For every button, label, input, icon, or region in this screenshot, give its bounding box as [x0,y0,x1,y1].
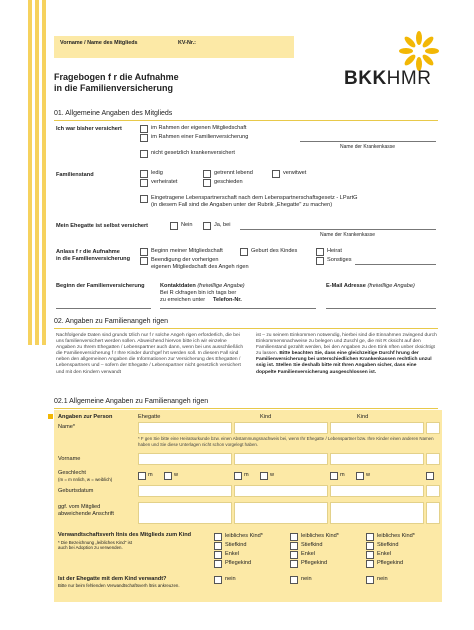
reason-membership-checkbox[interactable] [140,248,148,256]
related-no-label: nein [377,576,388,582]
spouse-address-field[interactable] [138,502,232,524]
divider [54,120,438,121]
insured-none-checkbox[interactable] [140,150,148,158]
related-no-label: nein [301,576,312,582]
row-gender-label: Geschlecht [58,470,86,476]
row-relation-label: Verwandtschaftsverh ltnis des Mitglieds zum Kind [58,532,192,538]
rel-step-label: Stiefkind [301,542,323,548]
section-02-text-left: Nachfolgende Daten sind grunds tzlich nur f r solche Angeh rigen erforderlich, die bei uns familienversichert werden sollen. Abweichend hiervon bitte ich wir einzelne Angaben zu Ihrem Ehegatten / Lebenspartner auch dann, wenn bei uns ausschließlich die Familienversicherung f r Ihre Kinder durchgef hrt werden soll. In diesem Fall sind neben den allgemeinen Angaben die Informationen zur Versicherung des Ehegatten / Lebenspartners und – sofern der Ehegatte / Lebenspartner nicht gesetzlich versichert und mit den Kindern verwandt [56,333,244,375]
decorative-stripe [28,0,32,345]
rel-grandchild-label: Enkel [301,551,315,557]
child1-birthdate-field[interactable] [234,485,328,497]
section-02-text-right-bold: Bitte beachten Sie, dass eine gleichzeitige Durchf hrung der Familienversicherung bei unterschiedlichen Krankenkassen rechtlich unzul ssig ist. Stellen Sie deshalb bitte mit Ihren Angaben sicher, dass eine doppelte Familienversicherung ausgeschlossen ist. [256,351,432,375]
section-02-text-right-plain: ist – zu seinem Einkommen notwendig, hierbei sind die Einnahmen zwingend durch Einkommensnachweise zu belegen und Zuschl ge, die mit R cksicht auf den Familienstand gezahlt werden, bei den Angaben zu den Eink nften unber cksichtigt zu lassen. [256,333,437,357]
divider [54,408,438,409]
reason-label-line2: in die Familienversicherung [56,256,130,262]
gender-m-label: m [244,472,249,478]
row-gender-sub: (m = m nnlich, w = weiblich) [58,477,113,482]
child1-gender-w-checkbox[interactable] [260,472,268,480]
gender-m-label: m [148,472,153,478]
email-block [326,283,415,289]
section-02-heading: 02. Angaben zu Familienangeh rigen [54,318,169,325]
row-name-label: Name* [58,424,76,430]
email-optional: (freiwillige Angabe) [367,283,415,289]
spouse-yes-label: Ja, bei [214,222,231,228]
status-getrennt-checkbox[interactable] [203,170,211,178]
col-person-header: Angaben zur Person [58,414,113,420]
child2-gender-m-checkbox[interactable] [330,472,338,480]
status-verwitwet-checkbox[interactable] [272,170,280,178]
contact-label: Kontaktdaten [160,283,196,289]
reason-birth-checkbox[interactable] [240,248,248,256]
spouse-birthdate-field[interactable] [138,485,232,497]
status-verheiratet-label: verheiratet [151,179,178,185]
child1-spouse-related-no-checkbox[interactable] [214,576,222,584]
col-child1-header: Kind [260,414,272,420]
child1-rel-foster-checkbox[interactable] [214,560,222,568]
reason-other-checkbox[interactable] [316,257,324,265]
child2-name-field[interactable] [330,422,424,434]
child3-rel-own-checkbox[interactable] [366,533,374,541]
spouse-kasse-line [240,229,436,230]
child2-firstname-field[interactable] [330,453,424,465]
child2-rel-foster-checkbox[interactable] [290,560,298,568]
rel-own-label: leibliches Kind* [377,533,415,539]
insured-label: Ich war bisher versichert [56,126,122,132]
child2-rel-own-checkbox[interactable] [290,533,298,541]
child1-gender-m-checkbox[interactable] [234,472,242,480]
gender-w-label: w [270,472,275,478]
rel-foster-label: Pflegekind [377,560,404,566]
begin-input-line[interactable] [56,308,151,309]
decorative-stripe [42,0,46,345]
kvnr-label: KV-Nr.: [178,40,196,46]
child1-name-field[interactable] [234,422,328,434]
child2-birthdate-field[interactable] [330,485,424,497]
brand-logo-hmr: HMR [386,68,432,89]
child3-rel-foster-checkbox[interactable] [366,560,374,568]
name-footnote: * F gen Sie bitte eine Heiratsurkunde bzw. einen Abstammungsnachweis bei, wenn Ihr Ehegatte / Lebenspartner bzw. Ihre Kinder einen anderen Namen haben und Sie diese Unterlagen nicht schon vorgelegt haben. [138,436,434,447]
section-01-heading: 01. Allgemeine Angaben des Mitglieds [54,110,173,117]
kasse-name-line [300,141,436,142]
rel-foster-label: Pflegekind [225,560,252,566]
related-no-label: nein [225,576,236,582]
child1-rel-grandchild-checkbox[interactable] [214,551,222,559]
rel-own-label: leibliches Kind* [225,533,263,539]
decorative-stripe [35,0,39,345]
spouse-firstname-field[interactable] [138,453,232,465]
child3-rel-step-checkbox[interactable] [366,542,374,550]
row-firstname-label: Vorname [58,456,81,462]
row-address-label-line1: ggf. vom Mitglied [58,504,101,510]
form-title-line2: in die Familienversicherung [54,83,174,93]
contact-sub2: zu erreichen unter [160,297,206,303]
rel-grandchild-label: Enkel [377,551,391,557]
sunflower-logo-icon [398,30,440,72]
email-input-line[interactable] [326,308,436,309]
gender-w-label: w [366,472,371,478]
reason-other-line [355,264,436,265]
reason-end-membership-line1: Beendigung der vorherigen [151,257,219,263]
spouse-yes-checkbox[interactable] [203,222,211,230]
status-ledig-checkbox[interactable] [140,170,148,178]
reason-end-membership-line2: eigenen Mitgliedschaft des Angeh rigen [151,264,249,270]
insured-family-checkbox[interactable] [140,134,148,142]
contact-optional: (freiwillige Angabe) [197,283,245,289]
insured-own-checkbox[interactable] [140,125,148,133]
insured-own-label: im Rahmen der eigenen Mitgliedschaft [151,125,247,131]
status-verheiratet-checkbox[interactable] [140,179,148,187]
child3-birthdate-field[interactable] [426,485,440,497]
row-birthdate-label: Geburtsdatum [58,488,94,494]
status-geschieden-checkbox[interactable] [203,179,211,187]
reason-other-label: Sonstiges [327,257,352,263]
child2-spouse-related-no-checkbox[interactable] [290,576,298,584]
child2-rel-grandchild-checkbox[interactable] [290,551,298,559]
child1-address-field[interactable] [234,502,328,524]
status-verwitwet-label: verwitwet [283,170,307,176]
spouse-no-label: Nein [181,222,193,228]
gender-m-label: m [340,472,345,478]
status-ledig-label: ledig [151,170,163,176]
form-title-line1: Fragebogen f r die Aufnahme [54,72,179,82]
phone-input-line[interactable] [160,308,316,309]
partnership-label-line1: Eingetragene Lebenspartnerschaft nach dem Lebenspartnerschaftsgesetz - LPartG [151,195,358,201]
row-relation-sub: * Die Bezeichnung „leibliches Kind" ist auch bei Adoption zu verwenden. [58,540,133,551]
divider [54,328,438,329]
reason-end-membership-checkbox[interactable] [140,257,148,265]
rel-grandchild-label: Enkel [225,551,239,557]
brand-logo [344,68,431,90]
spouse-name-field[interactable] [138,422,232,434]
spouse-gender-m-checkbox[interactable] [138,472,146,480]
status-geschieden-label: geschieden [214,179,243,185]
marker-square-icon [48,414,53,419]
section-02-text-right [256,333,438,376]
row-spouse-related-label: Ist der Ehegatte mit dem Kind verwandt? [58,576,167,582]
spouse-no-checkbox[interactable] [170,222,178,230]
row-address-label-line2: abweichende Anschrift [58,511,114,517]
child3-firstname-field[interactable] [426,453,440,465]
child3-address-field[interactable] [426,502,440,524]
gender-w-label: w [174,472,179,478]
brand-logo-bkk: BKK [344,68,387,89]
member-name-label: Vorname / Name des Mitglieds [60,40,138,46]
child1-firstname-field[interactable] [234,453,328,465]
status-getrennt-label: getrennt lebend [214,170,253,176]
contact-sub1: Bei R ckfragen bin ich tags ber [160,290,237,296]
rel-step-label: Stiefkind [377,542,399,548]
insured-family-label: im Rahmen einer Familienversicherung [151,134,249,140]
partnership-checkbox[interactable] [140,195,148,203]
spouse-insured-label: Mein Ehegatte ist selbst versichert [56,223,149,229]
phone-label: Telefon-Nr. [213,297,242,303]
reason-birth-label: Geburt des Kindes [251,248,298,254]
email-label: E-Mail Adresse [326,283,366,289]
child1-rel-step-checkbox[interactable] [214,542,222,550]
col-spouse-header: Ehegatte [138,414,161,420]
family-status-label: Familienstand [56,172,94,178]
row-spouse-related-sub: Bitte nur beim fehlenden Verwandtschaftsverh ltnis ankreuzen. [58,583,180,588]
reason-marriage-label: Heirat [327,248,342,254]
child2-address-field[interactable] [330,502,424,524]
partnership-label-line2: (in diesem Fall sind die Angaben unter der Rubrik „Ehegatte" zu machen) [151,202,333,208]
insured-none-label: nicht gesetzlich krankenversichert [151,150,235,156]
child3-spouse-related-no-checkbox[interactable] [366,576,374,584]
child3-rel-grandchild-checkbox[interactable] [366,551,374,559]
reason-label-line1: Anlass f r die Aufnahme [56,249,120,255]
section-021-heading: 02.1 Allgemeine Angaben zu Familienangeh rigen [54,398,209,405]
child3-name-field[interactable] [426,422,440,434]
child2-rel-step-checkbox[interactable] [290,542,298,550]
child2-gender-w-checkbox[interactable] [356,472,364,480]
reason-marriage-checkbox[interactable] [316,248,324,256]
child1-rel-own-checkbox[interactable] [214,533,222,541]
rel-step-label: Stiefkind [225,542,247,548]
begin-label: Beginn der Familienversicherung [56,283,145,289]
reason-membership-label: Beginn meiner Mitgliedschaft [151,248,223,254]
contact-block [160,283,245,289]
child3-gender-m-checkbox[interactable] [426,472,434,480]
rel-own-label: leibliches Kind* [301,533,339,539]
rel-foster-label: Pflegekind [301,560,328,566]
spouse-kasse-label: Name der Krankenkasse [320,232,376,238]
kasse-name-label: Name der Krankenkasse [340,144,396,150]
col-child2-header: Kind [357,414,369,420]
spouse-gender-w-checkbox[interactable] [164,472,172,480]
